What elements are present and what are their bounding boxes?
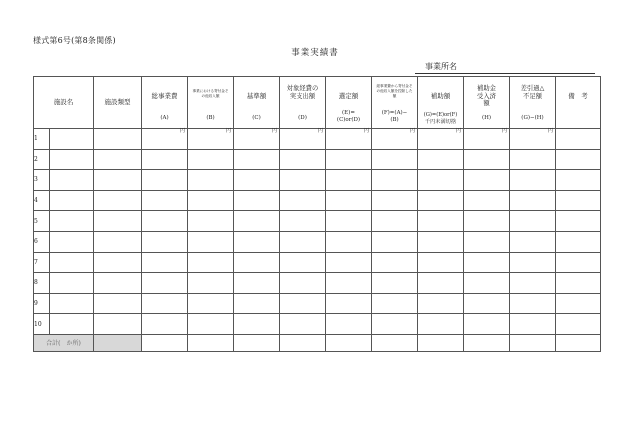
table-cell[interactable] — [510, 211, 556, 232]
header-facility-name: 施設名 — [34, 77, 94, 129]
table-cell[interactable] — [372, 149, 418, 170]
table-cell[interactable] — [188, 314, 234, 335]
table-cell[interactable] — [556, 190, 601, 211]
table-cell[interactable] — [464, 149, 510, 170]
table-cell[interactable] — [464, 252, 510, 273]
table-cell[interactable] — [188, 211, 234, 232]
table-cell[interactable] — [94, 129, 142, 150]
header-remarks: 備 考 — [556, 77, 601, 129]
table-row — [34, 231, 601, 252]
office-name-label: 事業所名 — [425, 62, 457, 71]
table-cell[interactable] — [510, 252, 556, 273]
header-donation-income: 事業における寄付金その他収入額 (B) — [188, 77, 234, 129]
table-cell[interactable] — [142, 170, 188, 191]
row-number: 3 — [34, 170, 50, 191]
header-selected-amount: 選定額 (E)=(C)or(D) — [326, 77, 372, 129]
table-cell[interactable] — [372, 129, 418, 150]
table-cell[interactable] — [510, 190, 556, 211]
table-cell[interactable] — [188, 190, 234, 211]
table-cell[interactable] — [326, 211, 372, 232]
header-standard-amount: 基準額 (C) — [234, 77, 280, 129]
header-net-cost: 総事業費から寄付金その他収入額を控除した額 (F)=(A)−(B) — [372, 77, 418, 129]
table-cell[interactable] — [556, 170, 601, 191]
table-cell[interactable] — [234, 211, 280, 232]
row-number: 5 — [34, 211, 50, 232]
table-cell[interactable] — [464, 129, 510, 150]
table-cell[interactable] — [50, 190, 94, 211]
row-number: 1 — [34, 129, 50, 150]
table-cell[interactable] — [556, 129, 601, 150]
total-cell[interactable] — [372, 334, 418, 351]
table-cell[interactable] — [50, 293, 94, 314]
table-cell[interactable] — [188, 129, 234, 150]
table-cell[interactable] — [94, 293, 142, 314]
row-number: 6 — [34, 231, 50, 252]
table-cell[interactable] — [556, 293, 601, 314]
table-cell[interactable] — [464, 273, 510, 294]
table-cell[interactable] — [372, 190, 418, 211]
row-number: 9 — [34, 293, 50, 314]
table-cell[interactable] — [326, 190, 372, 211]
header-facility-type: 施設類型 — [94, 77, 142, 129]
row-number: 8 — [34, 273, 50, 294]
row-number: 2 — [34, 149, 50, 170]
table-cell[interactable] — [50, 170, 94, 191]
table-row — [34, 252, 601, 273]
total-label: 合計( か所) — [34, 334, 94, 351]
table-cell[interactable] — [326, 129, 372, 150]
table-cell[interactable] — [510, 231, 556, 252]
table-cell[interactable] — [280, 314, 326, 335]
table-cell[interactable] — [234, 129, 280, 150]
row-number: 10 — [34, 314, 50, 335]
total-cell[interactable] — [188, 334, 234, 351]
table-cell[interactable] — [418, 314, 464, 335]
table-cell[interactable] — [418, 129, 464, 150]
table-cell[interactable] — [188, 170, 234, 191]
table-cell[interactable] — [510, 149, 556, 170]
total-cell[interactable] — [464, 334, 510, 351]
table-cell[interactable] — [372, 170, 418, 191]
page-title: 事業実績書 — [291, 48, 339, 58]
yen-unit-label: 円 — [547, 128, 553, 134]
total-cell[interactable] — [556, 334, 601, 351]
header-total-cost: 総事業費 (A) — [142, 77, 188, 129]
table-cell[interactable] — [418, 231, 464, 252]
table-cell[interactable] — [464, 231, 510, 252]
table-cell[interactable] — [510, 129, 556, 150]
table-row — [34, 314, 601, 335]
header-subsidy-received: 補助金受入済額 (H) — [464, 77, 510, 129]
header-difference: 差引過△不足額 (G)−(H) — [510, 77, 556, 129]
yen-unit-label: 円 — [409, 128, 415, 134]
table-cell[interactable] — [464, 170, 510, 191]
table-cell[interactable] — [188, 252, 234, 273]
table-cell[interactable] — [50, 129, 94, 150]
table-cell[interactable] — [94, 252, 142, 273]
results-table — [33, 76, 601, 352]
table-cell[interactable] — [464, 190, 510, 211]
yen-unit-label: 円 — [317, 128, 323, 134]
table-row — [34, 190, 601, 211]
table-cell[interactable] — [234, 273, 280, 294]
table-cell[interactable] — [418, 211, 464, 232]
table-cell[interactable] — [280, 211, 326, 232]
yen-unit-label: 円 — [179, 128, 185, 134]
yen-unit-label: 円 — [501, 128, 507, 134]
header-actual-expense: 対象経費の実支出額 (D) — [280, 77, 326, 129]
table-row — [34, 170, 601, 191]
table-cell[interactable] — [142, 231, 188, 252]
table-cell[interactable] — [464, 211, 510, 232]
table-cell[interactable] — [510, 170, 556, 191]
table-row — [34, 129, 601, 150]
table-cell[interactable] — [556, 211, 601, 232]
table-cell[interactable] — [418, 273, 464, 294]
table-cell[interactable] — [234, 170, 280, 191]
table-cell[interactable] — [142, 211, 188, 232]
table-cell[interactable] — [326, 293, 372, 314]
table-cell[interactable] — [372, 211, 418, 232]
table-cell[interactable] — [280, 149, 326, 170]
table-row — [34, 211, 601, 232]
table-cell[interactable] — [94, 273, 142, 294]
table-cell[interactable] — [50, 273, 94, 294]
yen-unit-label: 円 — [363, 128, 369, 134]
table-cell[interactable] — [50, 314, 94, 335]
table-cell[interactable] — [372, 273, 418, 294]
table-cell[interactable] — [418, 293, 464, 314]
table-cell[interactable] — [188, 293, 234, 314]
table-cell[interactable] — [234, 314, 280, 335]
table-row — [34, 293, 601, 314]
table-cell[interactable] — [142, 149, 188, 170]
table-cell[interactable] — [234, 252, 280, 273]
row-number: 7 — [34, 252, 50, 273]
table-cell[interactable] — [50, 149, 94, 170]
table-cell[interactable] — [372, 252, 418, 273]
table-cell[interactable] — [280, 231, 326, 252]
total-row — [34, 334, 601, 351]
table-cell[interactable] — [94, 190, 142, 211]
yen-unit-label: 円 — [455, 128, 461, 134]
table-cell[interactable] — [94, 170, 142, 191]
table-cell[interactable] — [326, 314, 372, 335]
table-cell[interactable] — [234, 190, 280, 211]
table-cell[interactable] — [372, 231, 418, 252]
table-cell[interactable] — [142, 293, 188, 314]
table-cell[interactable] — [94, 314, 142, 335]
table-cell[interactable] — [188, 149, 234, 170]
table-cell[interactable] — [326, 149, 372, 170]
table-cell[interactable] — [50, 252, 94, 273]
table-cell[interactable] — [510, 293, 556, 314]
table-cell[interactable] — [326, 273, 372, 294]
total-cell[interactable] — [280, 334, 326, 351]
table-cell[interactable] — [142, 314, 188, 335]
table-cell[interactable] — [142, 190, 188, 211]
table-cell[interactable] — [234, 293, 280, 314]
table-cell[interactable] — [94, 149, 142, 170]
table-cell[interactable] — [464, 314, 510, 335]
table-cell[interactable] — [326, 170, 372, 191]
table-cell[interactable] — [418, 170, 464, 191]
total-cell[interactable] — [510, 334, 556, 351]
table-cell[interactable] — [94, 211, 142, 232]
table-cell[interactable] — [418, 149, 464, 170]
yen-unit-label: 円 — [271, 128, 277, 134]
office-name-field[interactable] — [415, 61, 595, 74]
table-cell[interactable] — [280, 129, 326, 150]
total-cell[interactable] — [418, 334, 464, 351]
table-cell[interactable] — [188, 231, 234, 252]
table-cell[interactable] — [464, 293, 510, 314]
table-cell[interactable] — [94, 231, 142, 252]
table-cell[interactable] — [556, 273, 601, 294]
total-cell[interactable] — [142, 334, 188, 351]
table-cell[interactable] — [280, 190, 326, 211]
table-cell[interactable] — [326, 252, 372, 273]
table-cell[interactable] — [418, 252, 464, 273]
table-cell[interactable] — [142, 273, 188, 294]
table-cell[interactable] — [556, 252, 601, 273]
table-cell[interactable] — [280, 170, 326, 191]
row-number: 4 — [34, 190, 50, 211]
table-cell[interactable] — [142, 129, 188, 150]
table-cell[interactable] — [50, 211, 94, 232]
table-cell[interactable] — [50, 231, 94, 252]
yen-unit-label: 円 — [225, 128, 231, 134]
table-cell[interactable] — [188, 273, 234, 294]
header-row — [34, 77, 601, 129]
table-row — [34, 273, 601, 294]
table-cell[interactable] — [418, 190, 464, 211]
table-cell[interactable] — [510, 314, 556, 335]
form-number: 様式第6号(第8条関係) — [33, 36, 116, 45]
table-cell[interactable] — [556, 314, 601, 335]
table-cell[interactable] — [142, 252, 188, 273]
table-cell[interactable] — [372, 293, 418, 314]
total-type-cell — [94, 334, 142, 351]
table-cell[interactable] — [510, 273, 556, 294]
table-cell[interactable] — [234, 149, 280, 170]
total-cell[interactable] — [326, 334, 372, 351]
table-cell[interactable] — [556, 231, 601, 252]
table-cell[interactable] — [556, 149, 601, 170]
table-row — [34, 149, 601, 170]
header-subsidy-amount: 補助額 (G)=(E)or(F) 千円未満切捨 — [418, 77, 464, 129]
table-cell[interactable] — [372, 314, 418, 335]
table-cell[interactable] — [280, 273, 326, 294]
table-cell[interactable] — [280, 293, 326, 314]
table-cell[interactable] — [280, 252, 326, 273]
total-cell[interactable] — [234, 334, 280, 351]
table-cell[interactable] — [234, 231, 280, 252]
table-cell[interactable] — [326, 231, 372, 252]
